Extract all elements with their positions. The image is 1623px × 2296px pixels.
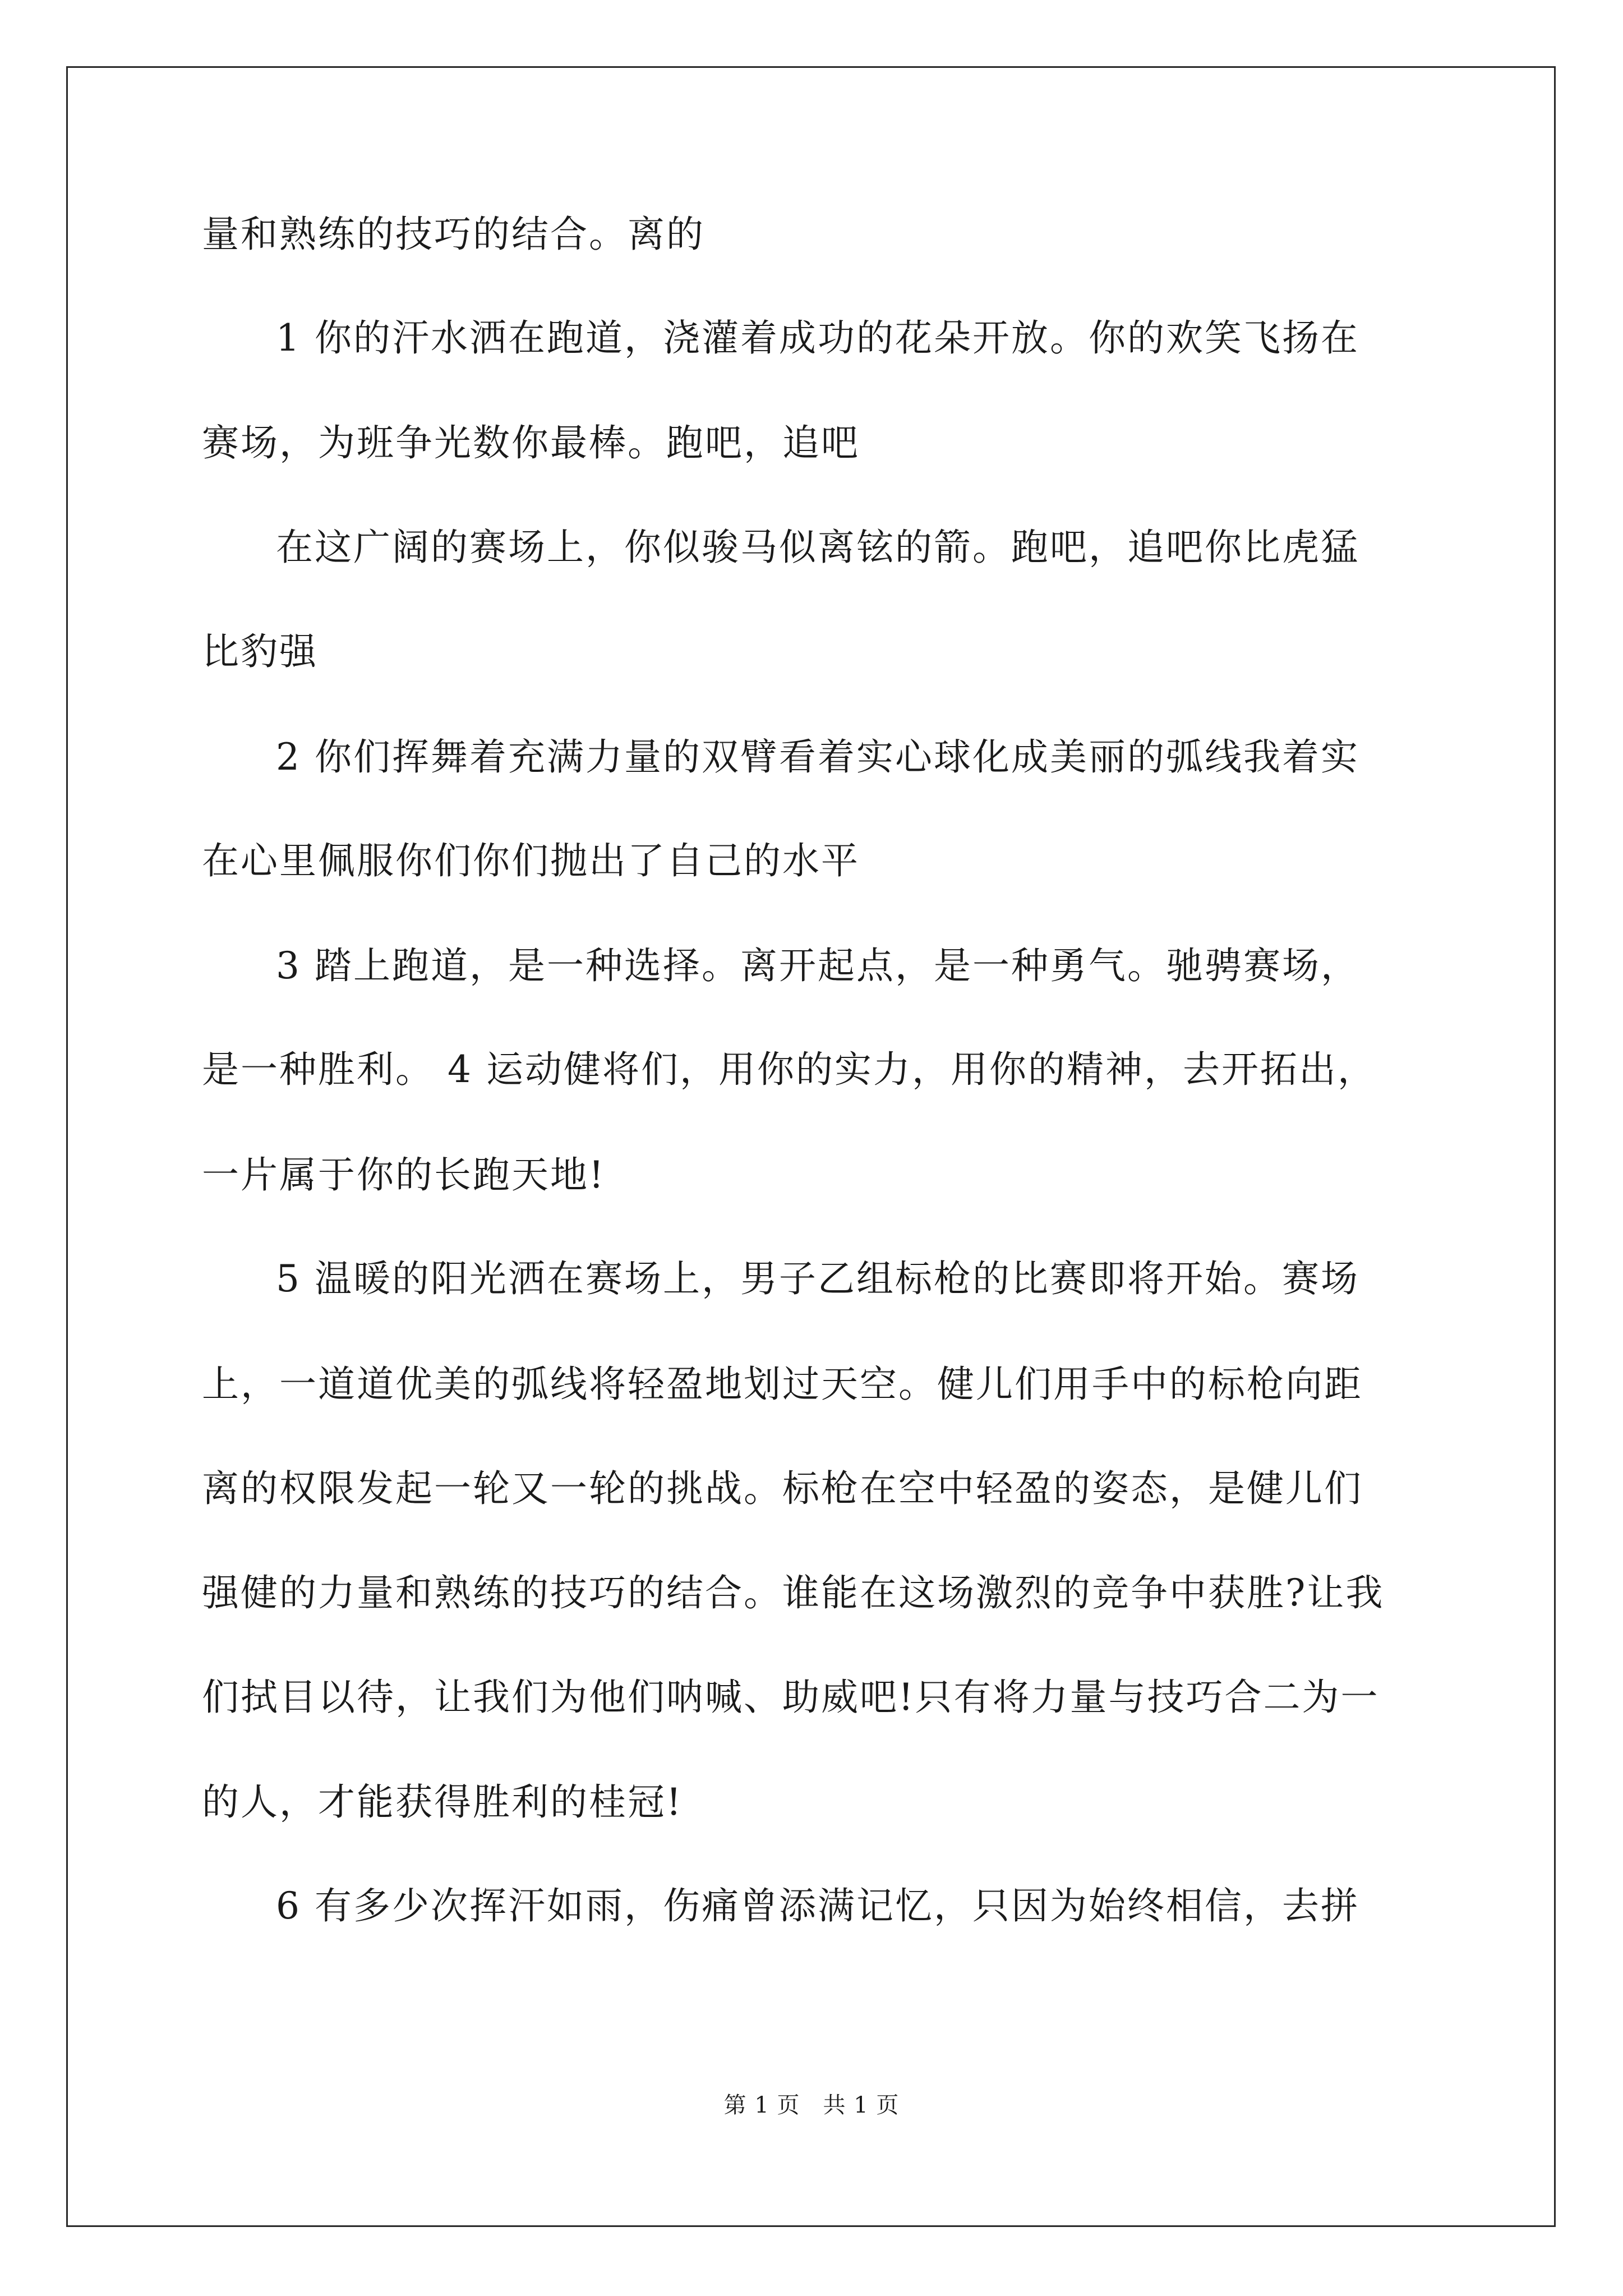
text-line: 一片属于你的长跑天地! [202,1153,606,1197]
text-line: 比豹强 [202,630,318,673]
text-line: 赛场，为班争光数你最棒。跑吧，追吧 [202,421,860,464]
text-line: 2 你们挥舞着充满力量的双臂看着实心球化成美丽的弧线我着实 [276,735,1359,779]
text-line: 量和熟练的技巧的结合。离的 [202,213,705,256]
text-line: 在心里佩服你们你们抛出了自己的水平 [202,839,860,882]
text-line: 6 有多少次挥汗如雨，伤痛曾添满记忆，只因为始终相信，去拼 [276,1884,1359,1927]
text-line: 的人，才能获得胜利的桂冠! [202,1780,683,1824]
text-line: 在这广阔的赛场上，你似骏马似离铉的箭。跑吧，追吧你比虎猛 [276,526,1359,569]
text-line: 是一种胜利。 4 运动健将们，用你的实力，用你的精神，去开拓出， [202,1048,1376,1091]
text-line: 强健的力量和熟练的技巧的结合。谁能在这场激烈的竞争中获胜?让我 [202,1571,1385,1614]
text-line: 上，一道道优美的弧线将轻盈地划过天空。健儿们用手中的标枪向距 [202,1363,1363,1406]
text-line: 5 温暖的阳光洒在赛场上，男子乙组标枪的比赛即将开始。赛场 [276,1257,1359,1300]
text-line: 3 踏上跑道，是一种选择。离开起点，是一种勇气。驰骋赛场， [276,944,1359,987]
text-line: 们拭目以待，让我们为他们呐喊、助威吧!只有将力量与技巧合二为一 [202,1676,1380,1719]
page-number-footer: 第 1 页 共 1 页 [723,2092,900,2118]
text-line: 1 你的汗水洒在跑道，浇灌着成功的花朵开放。你的欢笑飞扬在 [276,316,1359,360]
text-line: 离的权限发起一轮又一轮的挑战。标枪在空中轻盈的姿态，是健儿们 [202,1467,1363,1510]
